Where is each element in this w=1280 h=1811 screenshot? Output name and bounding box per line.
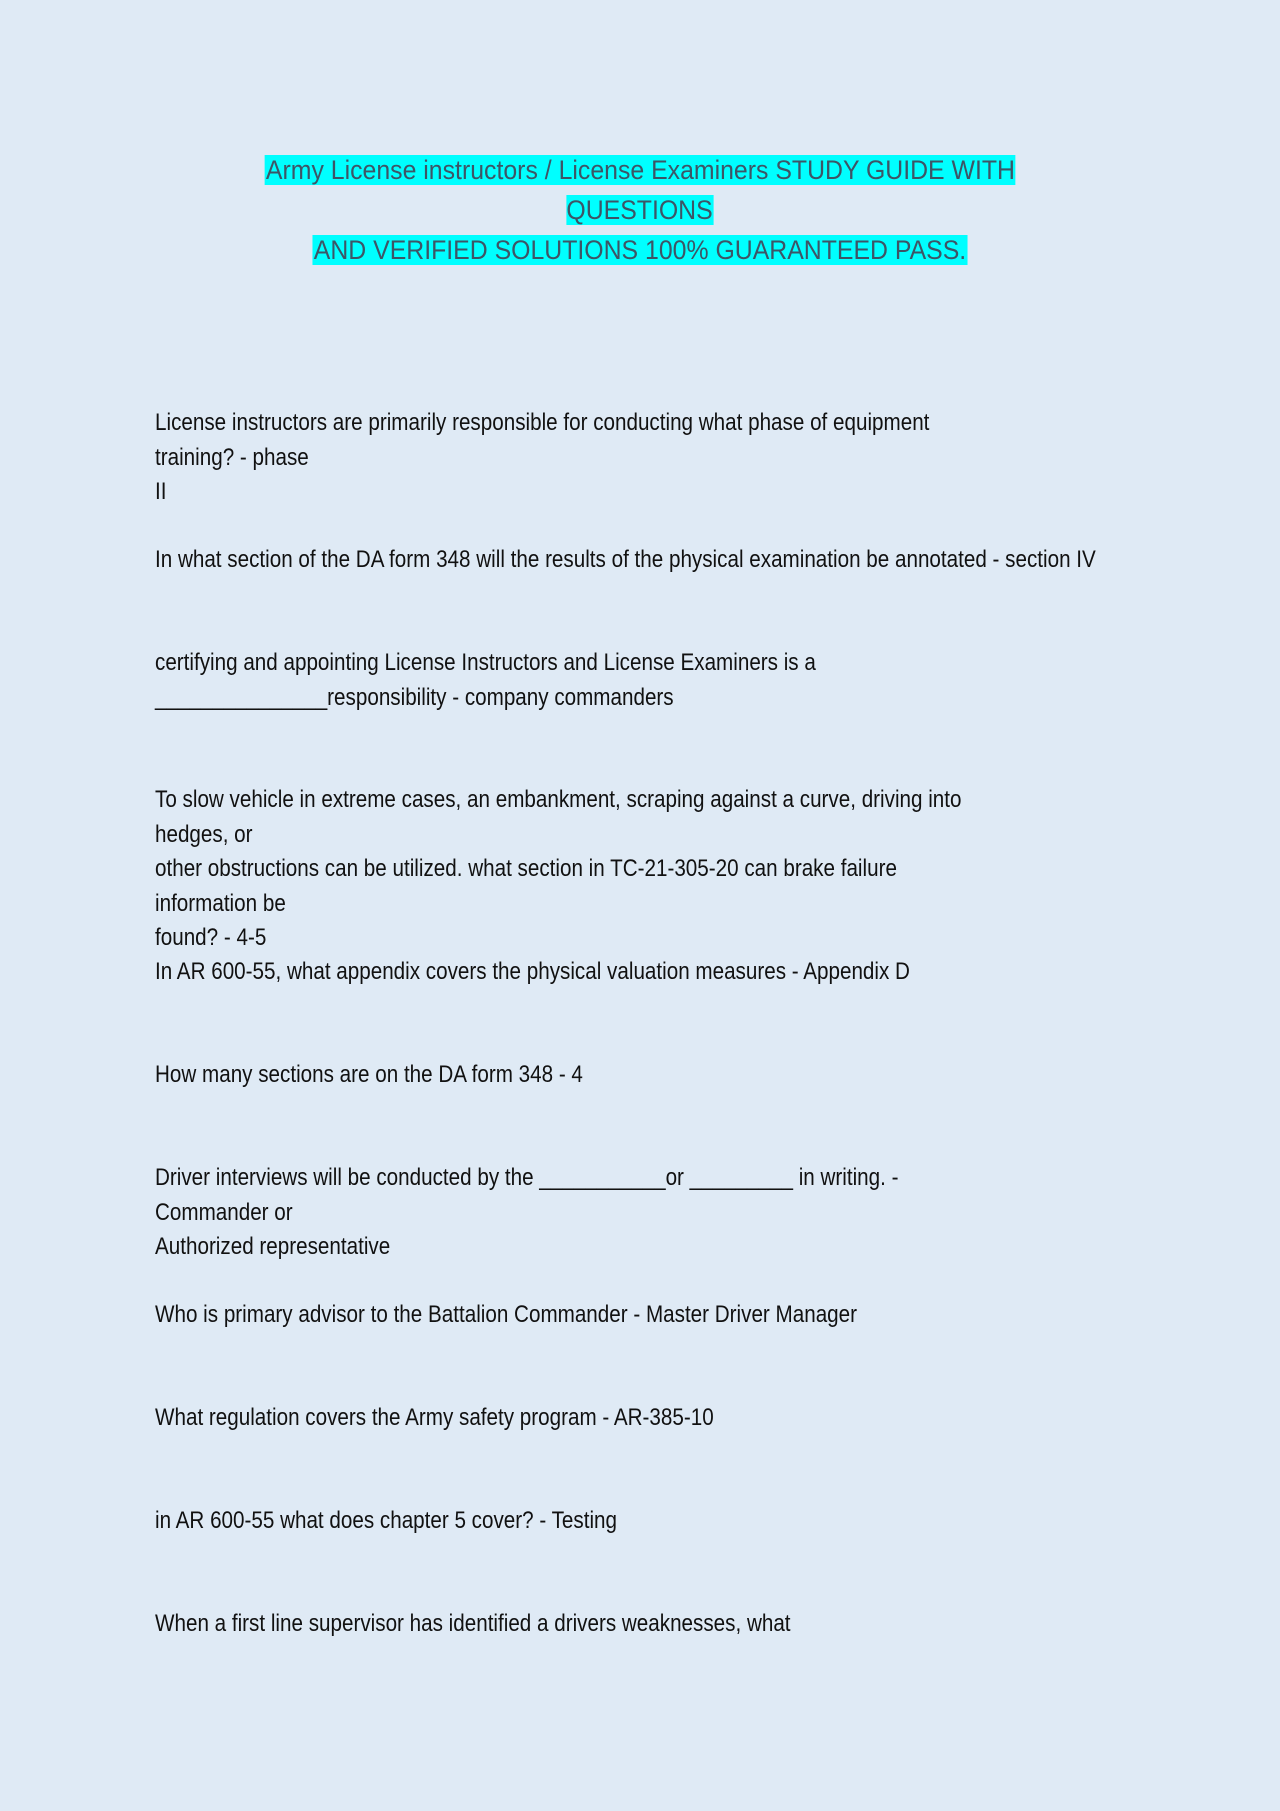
qa-entry	[155, 406, 998, 510]
qa-entry	[155, 1298, 998, 1333]
qa-entry	[155, 646, 998, 715]
qa-line: License instructors are primarily responsible for conducting what phase of equipment training? - phase	[155, 409, 930, 471]
qa-line: Authorized representative	[155, 1233, 391, 1260]
qa-line: in AR 600-55 what does chapter 5 cover? - Testing	[155, 1507, 618, 1534]
qa-line: In AR 600-55, what appendix covers the physical valuation measures - Appendix D	[155, 958, 910, 985]
qa-entry	[155, 1058, 998, 1093]
qa-line: other obstructions can be utilized. what section in TC-21-305-20 can brake failure information be	[155, 855, 897, 917]
qa-line: certifying and appointing License Instructors and License Examiners is a	[155, 649, 816, 676]
qa-line: When a first line supervisor has identified a drivers weaknesses, what	[155, 1610, 791, 1637]
qa-line: To slow vehicle in extreme cases, an embankment, scraping against a curve, driving into hedges, or	[155, 786, 962, 848]
qa-line: II	[155, 478, 167, 505]
qa-entry	[155, 783, 998, 956]
document-title	[189, 150, 1091, 270]
qa-line: In what section of the DA form 348 will the results of the physical examination be annotated - section IV	[155, 546, 1096, 573]
qa-line: found? - 4-5	[155, 924, 267, 951]
qa-entry	[155, 543, 1135, 578]
qa-entry	[155, 1504, 998, 1539]
qa-entry	[155, 1161, 998, 1265]
qa-line: Who is primary advisor to the Battalion Commander - Master Driver Manager	[155, 1301, 858, 1328]
qa-line: How many sections are on the DA form 348 - 4	[155, 1061, 583, 1088]
title-line-2: AND VERIFIED SOLUTIONS 100% GUARANTEED PASS.	[313, 235, 967, 265]
qa-line: Driver interviews will be conducted by the ___________or _________ in writing. - Commander or	[155, 1164, 899, 1226]
qa-line: What regulation covers the Army safety program - AR-385-10	[155, 1404, 714, 1431]
qa-entry	[155, 1607, 998, 1642]
qa-entry	[155, 1401, 998, 1436]
qa-line: _______________responsibility - company commanders	[155, 683, 674, 711]
qa-entry	[155, 955, 998, 990]
title-line-1: Army License instructors / License Examiners STUDY GUIDE WITH QUESTIONS	[265, 155, 1016, 225]
